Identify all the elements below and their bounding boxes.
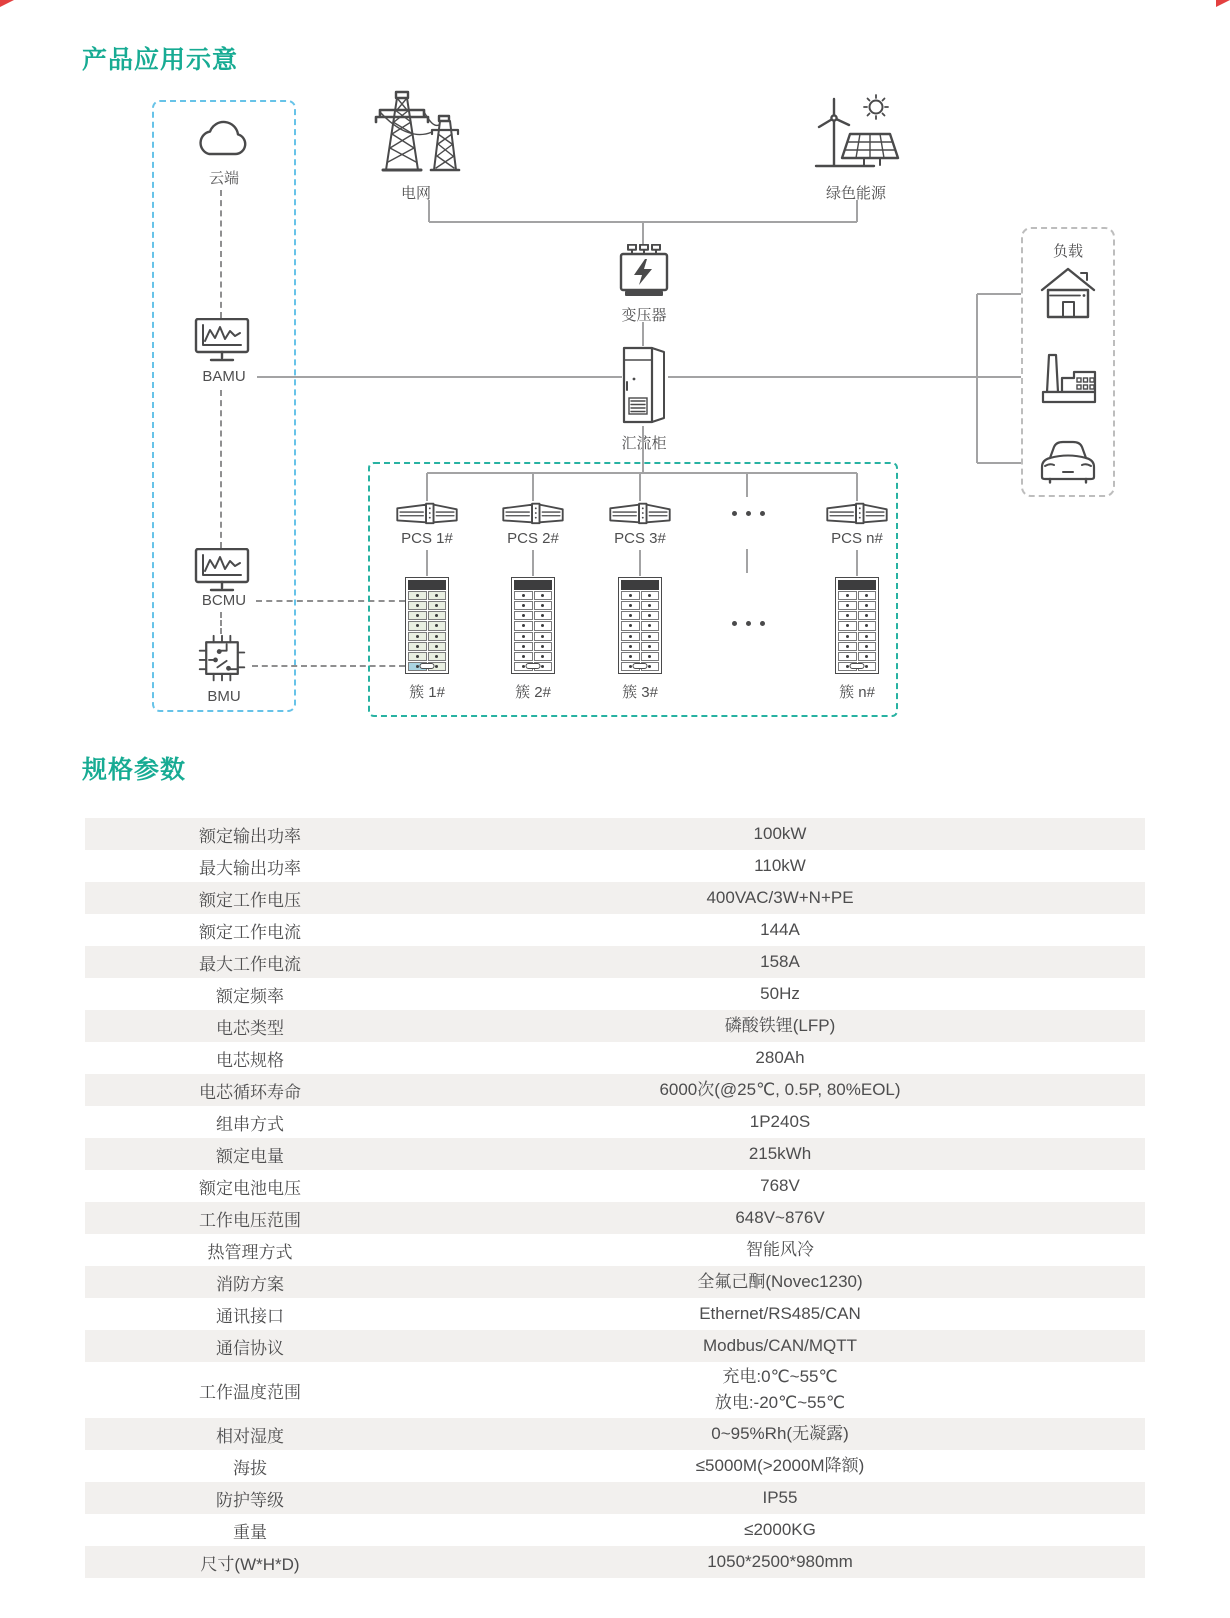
spec-label: 电芯循环寿命 — [199, 1082, 301, 1102]
section-title-specs: 规格参数 — [82, 756, 187, 784]
spec-row — [85, 946, 1145, 978]
monitoring-group-box — [152, 100, 296, 712]
page-corner-decoration-right — [1216, 0, 1230, 7]
bamu-bcmu-dashed-line — [220, 390, 222, 548]
cluster-label: 簇 3# — [622, 684, 658, 701]
spec-label: 额定电量 — [216, 1146, 284, 1166]
spec-label: 相对湿度 — [216, 1426, 284, 1446]
bcmu-label: BCMU — [201, 592, 247, 609]
spec-table — [85, 818, 1145, 1578]
spec-value: 充电:0℃~55℃ 放电:-20℃~55℃ — [714, 1367, 846, 1412]
combiner-label: 汇流柜 — [621, 435, 667, 452]
pcs-icon — [394, 500, 460, 526]
bamu-label: BAMU — [202, 368, 246, 385]
spec-value: IP55 — [762, 1488, 798, 1507]
combiner-load-line — [668, 376, 977, 378]
load-branch-factory — [977, 376, 1021, 378]
bmu-label: BMU — [207, 688, 241, 705]
spec-row — [85, 1450, 1145, 1482]
pcs-cluster-unit — [817, 500, 897, 702]
spec-row — [85, 978, 1145, 1010]
green-energy-label: 绿色能源 — [825, 185, 886, 202]
spec-label: 额定频率 — [216, 986, 284, 1006]
battery-rack-icon — [405, 577, 449, 674]
cluster-label: 簇 1# — [409, 684, 445, 701]
grid-label: 电网 — [400, 185, 431, 202]
pcs-cluster-line — [426, 550, 428, 576]
pcs1-stub-line — [426, 473, 428, 501]
spec-label: 工作电压范围 — [199, 1210, 301, 1230]
pcs2-stub-line — [532, 473, 534, 501]
page-corner-decoration-left — [0, 0, 14, 7]
pcs-ellipsis-dots — [732, 511, 765, 516]
transformer-label: 变压器 — [621, 307, 667, 324]
ellipsis-stub-line — [746, 473, 748, 497]
spec-row — [85, 1234, 1145, 1266]
factory-icon — [1037, 352, 1099, 406]
pcs-label: PCS n# — [831, 530, 883, 547]
pcs-label: PCS 2# — [507, 530, 559, 547]
section-title-application: 产品应用示意 — [82, 46, 239, 74]
spec-row — [85, 1266, 1145, 1298]
bcmu-monitor-icon — [194, 548, 250, 594]
spec-value: 50Hz — [760, 984, 800, 1003]
pcs-icon — [500, 500, 566, 526]
spec-label: 电芯类型 — [216, 1018, 284, 1038]
spec-row — [85, 1514, 1145, 1546]
spec-row — [85, 1546, 1145, 1578]
spec-row — [85, 1138, 1145, 1170]
pcs-cluster-line — [856, 550, 858, 576]
pcs-cluster-unit — [493, 500, 573, 702]
spec-value: Ethernet/RS485/CAN — [699, 1304, 861, 1323]
battery-rack-icon — [618, 577, 662, 674]
cloud-icon — [190, 112, 254, 164]
combiner-cabinet-icon — [620, 346, 668, 426]
spec-label: 组串方式 — [216, 1114, 284, 1134]
spec-row — [85, 1010, 1145, 1042]
spec-row — [85, 882, 1145, 914]
pcs3-stub-line — [639, 473, 641, 501]
spec-row — [85, 1418, 1145, 1450]
spec-row — [85, 850, 1145, 882]
spec-label: 热管理方式 — [207, 1242, 293, 1262]
spec-value: ≤2000KG — [744, 1520, 816, 1539]
cloud-bamu-dashed-line — [220, 190, 222, 318]
cluster-label: 簇 n# — [839, 684, 875, 701]
spec-label: 防护等级 — [216, 1490, 284, 1510]
cloud-label: 云端 — [208, 170, 239, 187]
pcs-cluster-unit — [600, 500, 680, 702]
pcs-icon — [824, 500, 890, 526]
house-icon — [1040, 264, 1096, 320]
spec-value: 215kWh — [748, 1144, 812, 1163]
pcs-icon — [607, 500, 673, 526]
green-energy-icon — [812, 94, 902, 176]
spec-label: 额定输出功率 — [199, 826, 301, 846]
transformer-combiner-line — [642, 322, 644, 346]
spec-label: 电芯规格 — [216, 1050, 284, 1070]
spec-value: 768V — [760, 1176, 800, 1195]
spec-row — [85, 1330, 1145, 1362]
spec-row — [85, 818, 1145, 850]
pcs-cluster-line — [532, 550, 534, 576]
spec-value: 648V~876V — [735, 1208, 825, 1227]
spec-row — [85, 1202, 1145, 1234]
spec-value: 0~95%Rh(无凝露) — [711, 1424, 849, 1443]
car-icon — [1037, 436, 1099, 484]
transformer-icon — [618, 244, 670, 302]
spec-value: 400VAC/3W+N+PE — [706, 888, 854, 907]
pcs-cluster-line — [639, 550, 641, 576]
spec-row — [85, 1042, 1145, 1074]
pcsn-stub-line — [856, 473, 858, 501]
green-drop-line — [856, 200, 858, 222]
cluster-ellipsis-dots — [732, 621, 765, 626]
cluster-label: 簇 2# — [515, 684, 551, 701]
spec-value: 100kW — [753, 824, 807, 843]
spec-label: 工作温度范围 — [199, 1382, 301, 1402]
spec-value: 全氟己酮(Novec1230) — [697, 1272, 863, 1291]
spec-label: 重量 — [233, 1522, 267, 1542]
pcs-label: PCS 3# — [614, 530, 666, 547]
spec-label: 通信协议 — [216, 1338, 284, 1358]
spec-value: 1050*2500*980mm — [707, 1552, 853, 1571]
ellipsis-mid-line — [746, 549, 748, 573]
spec-label: 尺寸(W*H*D) — [200, 1554, 300, 1574]
spec-value: 智能风冷 — [746, 1240, 814, 1259]
spec-label: 最大输出功率 — [199, 858, 301, 878]
spec-label: 海拔 — [233, 1458, 267, 1478]
spec-row — [85, 1106, 1145, 1138]
spec-row — [85, 914, 1145, 946]
spec-label: 额定工作电压 — [199, 890, 301, 910]
spec-value: 110kW — [754, 856, 806, 875]
spec-row — [85, 1362, 1145, 1418]
spec-value: 280Ah — [755, 1048, 805, 1067]
load-bracket-line — [976, 294, 978, 463]
spec-label: 额定电池电压 — [199, 1178, 301, 1198]
bamu-combiner-line — [257, 376, 622, 378]
pcs-cluster-unit — [387, 500, 467, 702]
spec-row — [85, 1482, 1145, 1514]
grid-drop-line — [428, 200, 430, 222]
spec-row — [85, 1170, 1145, 1202]
spec-label: 最大工作电流 — [199, 954, 301, 974]
spec-label: 通讯接口 — [216, 1306, 284, 1326]
spec-row — [85, 1298, 1145, 1330]
bmu-chip-icon — [196, 632, 248, 686]
load-branch-house — [977, 293, 1021, 295]
spec-value: 磷酸铁锂(LFP) — [724, 1016, 836, 1035]
spec-value: Modbus/CAN/MQTT — [703, 1336, 857, 1355]
junction-transformer-line — [642, 221, 644, 246]
spec-value: 1P240S — [749, 1112, 811, 1131]
spec-label: 消防方案 — [216, 1274, 284, 1294]
spec-row — [85, 1074, 1145, 1106]
battery-rack-icon — [835, 577, 879, 674]
spec-value: 158A — [760, 952, 800, 971]
power-grid-icon — [366, 90, 466, 182]
bcmu-bmu-dashed-line — [220, 612, 222, 634]
pcs-label: PCS 1# — [401, 530, 453, 547]
pcs-branch-line — [427, 472, 857, 474]
spec-label: 额定工作电流 — [199, 922, 301, 942]
load-branch-car — [977, 462, 1021, 464]
spec-value: ≤5000M(>2000M降额) — [695, 1456, 865, 1475]
battery-rack-icon — [511, 577, 555, 674]
load-label: 负载 — [1052, 243, 1083, 260]
spec-value: 144A — [760, 920, 800, 939]
bamu-monitor-icon — [194, 318, 250, 364]
spec-value: 6000次(@25℃, 0.5P, 80%EOL) — [659, 1080, 901, 1099]
